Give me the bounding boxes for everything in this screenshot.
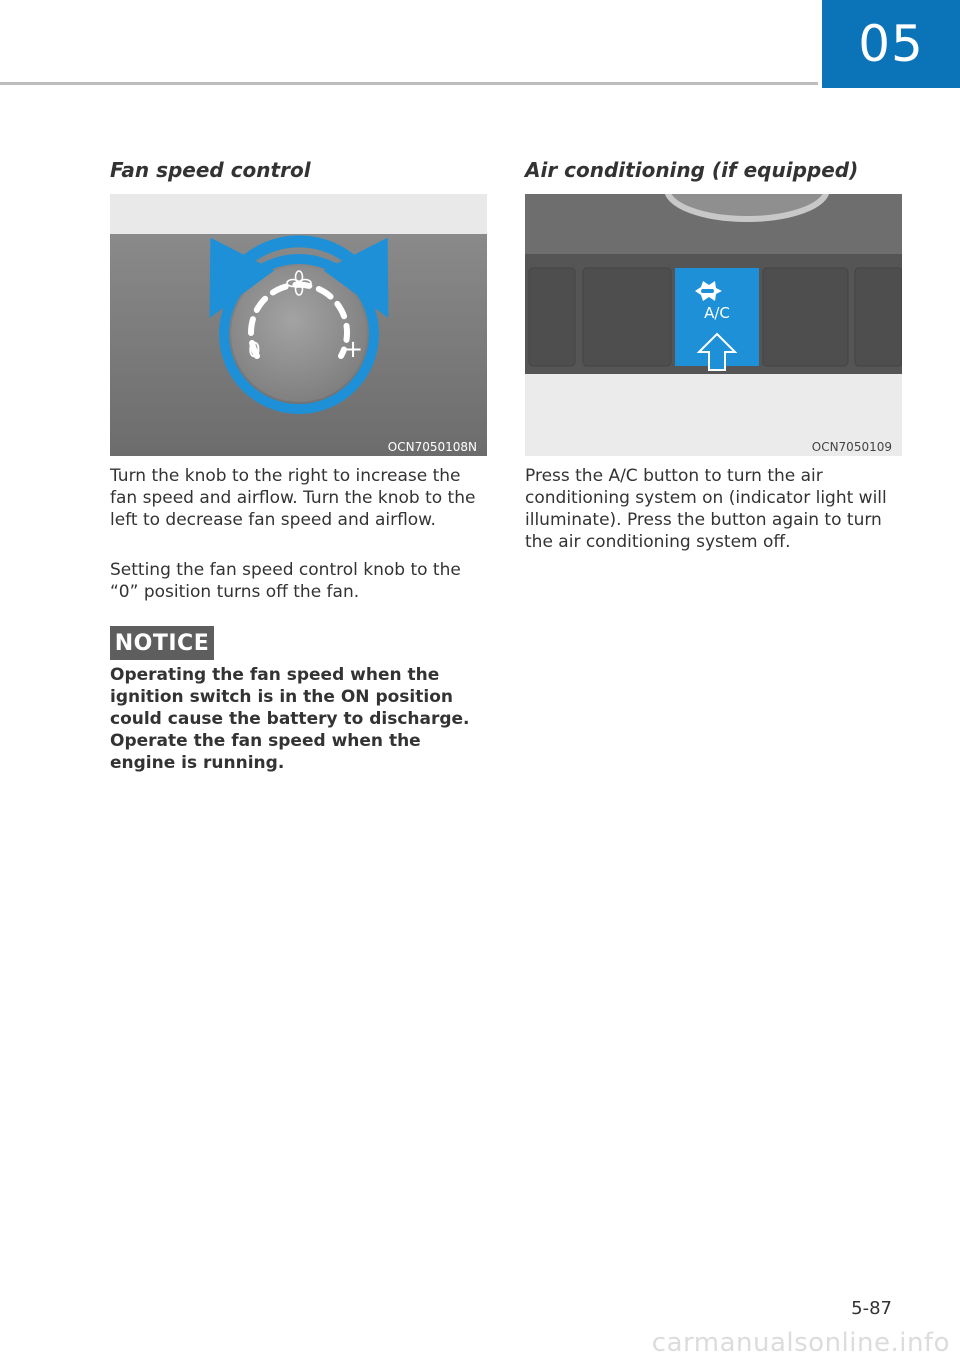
air-conditioning-paragraph: Press the A/C button to turn the air conditioning system on (indicator light will illuminate). Press the button again to turn the air conditioning system off.: [525, 466, 887, 552]
fan-speed-figure: [110, 194, 487, 456]
ac-button-label: A/C: [704, 304, 730, 322]
page-number: 5-87: [851, 1298, 892, 1319]
notice-text: Operating the fan speed when the ignition switch is in the ON position could cause the battery to discharge. Operate the fan speed when the engine is running.: [110, 665, 470, 773]
knob-plus-label: +: [343, 335, 364, 363]
fan-speed-paragraph-2: Setting the fan speed control knob to the “0” position turns off the fan.: [110, 560, 461, 602]
figure-code: OCN7050109: [811, 440, 892, 454]
knob-off-label: 0: [248, 338, 261, 362]
ac-button-illustration: [525, 194, 902, 456]
fan-knob-illustration: [110, 194, 487, 456]
chapter-tab: 05: [822, 0, 960, 88]
air-conditioning-title: Air conditioning (if equipped): [525, 158, 859, 182]
fan-speed-title: Fan speed control: [110, 158, 311, 182]
air-conditioning-figure: [525, 194, 902, 456]
watermark: carmanualsonline.info: [651, 1328, 950, 1358]
notice-badge: NOTICE: [110, 626, 214, 660]
figure-code: OCN7050108N: [387, 440, 477, 454]
fan-speed-paragraph-1: Turn the knob to the right to increase the fan speed and airflow. Turn the knob to the left to decrease fan speed and airflow.: [110, 466, 476, 530]
header-rule: [0, 82, 818, 85]
